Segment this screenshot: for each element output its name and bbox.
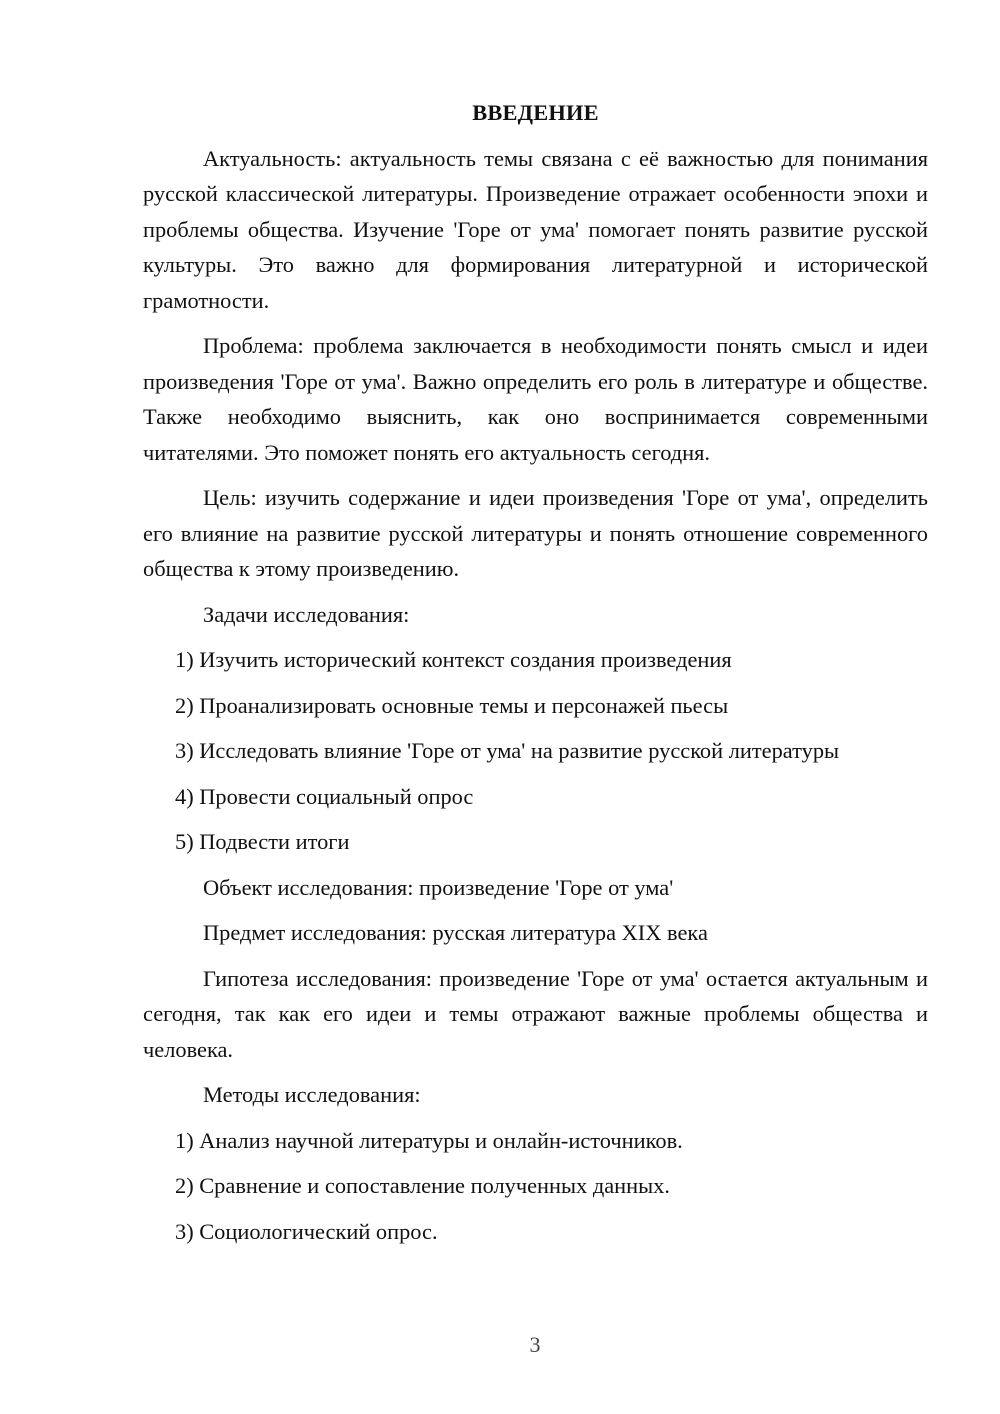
tasks-list [143,642,928,860]
hypothesis-paragraph: Гипотеза исследования: произведение 'Горе от ума' остается актуальным и сегодня, так как его идеи и темы отражают важные проблемы общества и человека. [143,965,928,1062]
list-item: 1) Анализ научной литературы и онлайн-источников. [175,1127,683,1153]
tasks-heading: Задачи исследования: [203,601,410,627]
list-item: 2) Сравнение и сопоставление полученных данных. [175,1173,670,1198]
list-item: 3) Социологический опрос. [175,1218,438,1244]
list-item: 1) Изучить исторический контекст создания произведения [175,647,732,672]
list-item: 2) Проанализировать основные темы и персонажей пьесы [175,692,729,718]
methods-list [143,1123,928,1250]
document-page [143,95,928,1259]
methods-heading: Методы исследования: [203,1082,421,1107]
section-title: ВВЕДЕНИЕ [472,100,599,125]
research-subject: Предмет исследования: русская литература XIX века [203,920,708,945]
page-number: 3 [529,1332,541,1357]
list-item: 3) Исследовать влияние 'Горе от ума' на развитие русской литературы [175,738,840,763]
list-item: 4) Провести социальный опрос [175,783,474,809]
research-object: Объект исследования: произведение 'Горе от ума' [203,874,674,900]
problem-paragraph: Проблема: проблема заключается в необходимости понять смысл и идеи произведения 'Горе от ума'. Важно определить его роль в литературе и обществе. Также необходимо выяснить, как оно воспринимается современными читателями. Это поможет понять его актуальность сегодня. [143,333,928,465]
goal-paragraph: Цель: изучить содержание и идеи произведения 'Горе от ума', определить его влияние на развитие русской литературы и понять отношение современного общества к этому произведению. [143,485,928,581]
list-item: 5) Подвести итоги [175,829,350,854]
relevance-paragraph: Актуальность: актуальность темы связана с её важностью для понимания русской классической литературы. Произведение отражает особенности эпохи и проблемы общества. Изучение 'Горе от ума' помогает понять развитие русской культуры. Это важно для формирования литературной и исторической грамотности. [143,145,928,313]
